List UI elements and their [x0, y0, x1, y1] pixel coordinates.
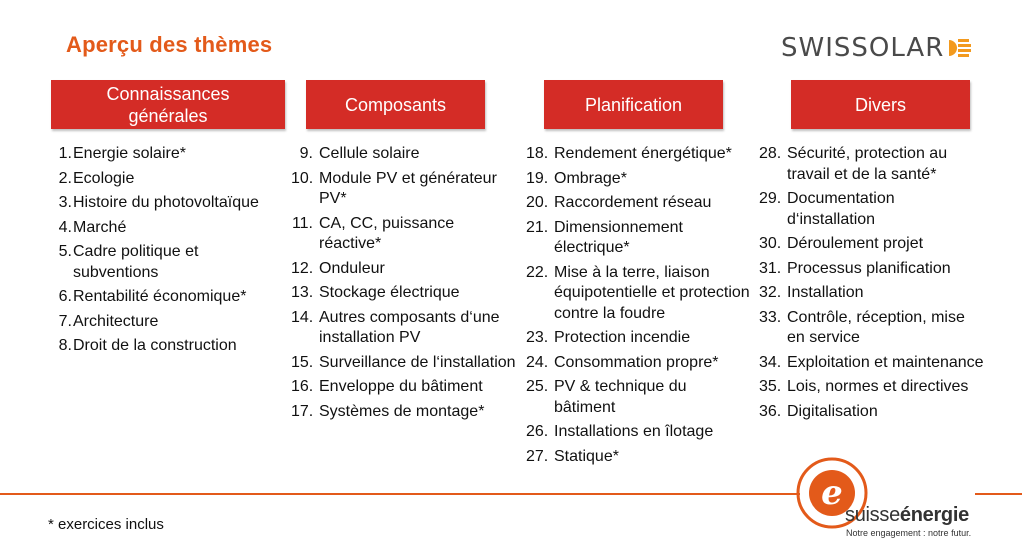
- list-item: [291, 144, 519, 165]
- list-item: [58, 218, 283, 239]
- header-divers: [791, 80, 970, 129]
- item-text: Energie solaire*: [73, 145, 186, 162]
- item-number: 25.: [526, 378, 549, 395]
- list-item: [759, 377, 987, 398]
- list-item: [58, 144, 283, 165]
- item-text: Ecologie: [73, 169, 135, 187]
- swissolar-logo: [781, 33, 972, 63]
- item-number: 15.: [291, 353, 314, 371]
- item-text: Sécurité, protection au travail et de la santé*: [787, 145, 948, 183]
- list-item: [291, 214, 519, 255]
- item-number: 1.: [58, 145, 72, 162]
- item-text: Digitalisation: [787, 402, 878, 420]
- list-item: [759, 144, 987, 185]
- item-text: Mise à la terre, liaison équipotentielle et protection contre la foudre: [554, 263, 750, 322]
- list-item: [291, 308, 519, 349]
- list-item: [526, 328, 751, 349]
- svg-text:e: e: [821, 473, 843, 513]
- page-title: Aperçu des thèmes: [66, 32, 273, 57]
- item-number: 31.: [759, 259, 782, 277]
- item-text: Consommation propre*: [554, 353, 719, 371]
- item-number: 8.: [58, 337, 72, 354]
- list-item: [526, 218, 751, 259]
- item-text: Enveloppe du bâtiment: [319, 378, 483, 395]
- list-item: [759, 353, 987, 374]
- item-text: Cellule solaire: [319, 145, 420, 162]
- list-item: [58, 242, 283, 283]
- item-text: Documentation d‘installation: [787, 190, 895, 228]
- item-number: 18.: [526, 145, 549, 162]
- item-number: 24.: [526, 353, 549, 371]
- item-number: 2.: [58, 169, 72, 187]
- item-text: Autres composants d‘une installation PV: [319, 308, 500, 346]
- name-part2: énergie: [899, 504, 969, 526]
- list-item: [58, 169, 283, 190]
- brand-name: SWISSOLAR: [781, 33, 945, 63]
- header-label: Connaissances générales: [106, 83, 230, 126]
- item-number: 14.: [291, 308, 314, 326]
- header-planification: [544, 80, 723, 129]
- item-text: Onduleur: [319, 259, 385, 277]
- suisse-energie-name: [845, 504, 969, 527]
- item-number: 30.: [759, 235, 782, 252]
- header-connaissances: [51, 80, 285, 129]
- item-number: 27.: [526, 447, 549, 465]
- item-text: Exploitation et maintenance: [787, 353, 984, 371]
- item-number: 23.: [526, 329, 549, 346]
- list-item: [526, 377, 751, 418]
- item-text: Module PV et générateur PV*: [319, 169, 497, 207]
- sun-icon: [946, 36, 972, 60]
- item-number: 21.: [526, 218, 549, 236]
- item-text: Déroulement projet: [787, 235, 924, 252]
- item-number: 29.: [759, 190, 782, 207]
- item-text: Stockage électrique: [319, 284, 460, 301]
- list-item: [759, 234, 987, 255]
- item-text: Dimensionnement électrique*: [554, 218, 683, 256]
- list-item: [526, 263, 751, 325]
- item-number: 3.: [58, 194, 72, 211]
- item-text: Contrôle, réception, mise en service: [787, 308, 965, 346]
- header-label: Divers: [854, 94, 906, 115]
- item-text: Rentabilité économique*: [73, 288, 247, 305]
- list-item: [291, 353, 519, 374]
- list-item: [291, 169, 519, 210]
- list-item: [759, 283, 987, 304]
- item-text: Processus planification: [787, 259, 951, 277]
- item-text: Droit de la construction: [73, 337, 237, 354]
- list-planification: [526, 144, 751, 471]
- item-number: 13.: [291, 284, 314, 301]
- list-item: [526, 193, 751, 214]
- item-number: 20.: [526, 194, 549, 211]
- list-item: [58, 312, 283, 333]
- list-composants: [291, 144, 519, 426]
- list-item: [759, 259, 987, 280]
- item-text: PV & technique du bâtiment: [554, 378, 687, 416]
- list-item: [526, 422, 751, 443]
- item-number: 35.: [759, 378, 782, 395]
- item-number: 36.: [759, 402, 782, 420]
- item-text: Raccordement réseau: [554, 194, 712, 211]
- list-item: [526, 353, 751, 374]
- list-item: [58, 287, 283, 308]
- item-number: 17.: [291, 402, 314, 420]
- footnote: * exercices inclus: [48, 516, 164, 533]
- item-number: 7.: [58, 312, 72, 330]
- item-number: 33.: [759, 308, 782, 326]
- item-text: CA, CC, puissance réactive*: [319, 214, 455, 252]
- header-composants: [306, 80, 485, 129]
- item-text: Installations en îlotage: [554, 423, 714, 440]
- list-item: [291, 283, 519, 304]
- name-part1: suisse: [845, 504, 900, 526]
- item-text: Rendement énergétique*: [554, 145, 732, 162]
- list-item: [526, 144, 751, 165]
- list-item: [291, 377, 519, 398]
- list-item: [526, 447, 751, 468]
- list-item: [526, 169, 751, 190]
- item-number: 22.: [526, 263, 549, 281]
- suisse-energie-tagline: Notre engagement : notre futur.: [846, 528, 972, 538]
- item-text: Architecture: [73, 312, 159, 330]
- item-text: Cadre politique et subventions: [73, 243, 199, 281]
- list-connaissances: [58, 144, 283, 361]
- item-text: Histoire du photovoltaïque: [73, 194, 259, 211]
- item-number: 26.: [526, 423, 549, 440]
- item-text: Systèmes de montage*: [319, 402, 485, 420]
- item-number: 28.: [759, 145, 782, 162]
- list-item: [759, 189, 987, 230]
- list-item: [58, 336, 283, 357]
- item-text: Surveillance de l‘installation: [319, 353, 516, 371]
- item-number: 10.: [291, 169, 314, 187]
- item-text: Protection incendie: [554, 329, 691, 346]
- list-item: [759, 402, 987, 423]
- item-text: Ombrage*: [554, 169, 627, 187]
- footer-divider: [0, 493, 800, 495]
- list-item: [759, 308, 987, 349]
- item-number: 5.: [58, 243, 72, 260]
- header-label: Planification: [584, 94, 683, 115]
- item-text: Marché: [73, 218, 127, 236]
- list-divers: [759, 144, 987, 426]
- item-number: 9.: [299, 145, 313, 162]
- item-text: Installation: [787, 284, 864, 301]
- item-text: Lois, normes et directives: [787, 378, 969, 395]
- list-item: [291, 402, 519, 423]
- item-number: 6.: [58, 288, 72, 305]
- item-number: 11.: [291, 214, 313, 232]
- item-number: 32.: [759, 284, 782, 301]
- item-number: 4.: [58, 218, 72, 236]
- item-number: 16.: [291, 378, 314, 395]
- item-number: 19.: [526, 169, 549, 187]
- item-number: 12.: [291, 259, 314, 277]
- list-item: [58, 193, 283, 214]
- item-text: Statique*: [554, 447, 619, 465]
- item-number: 34.: [759, 353, 782, 371]
- header-label: Composants: [344, 94, 447, 115]
- list-item: [291, 259, 519, 280]
